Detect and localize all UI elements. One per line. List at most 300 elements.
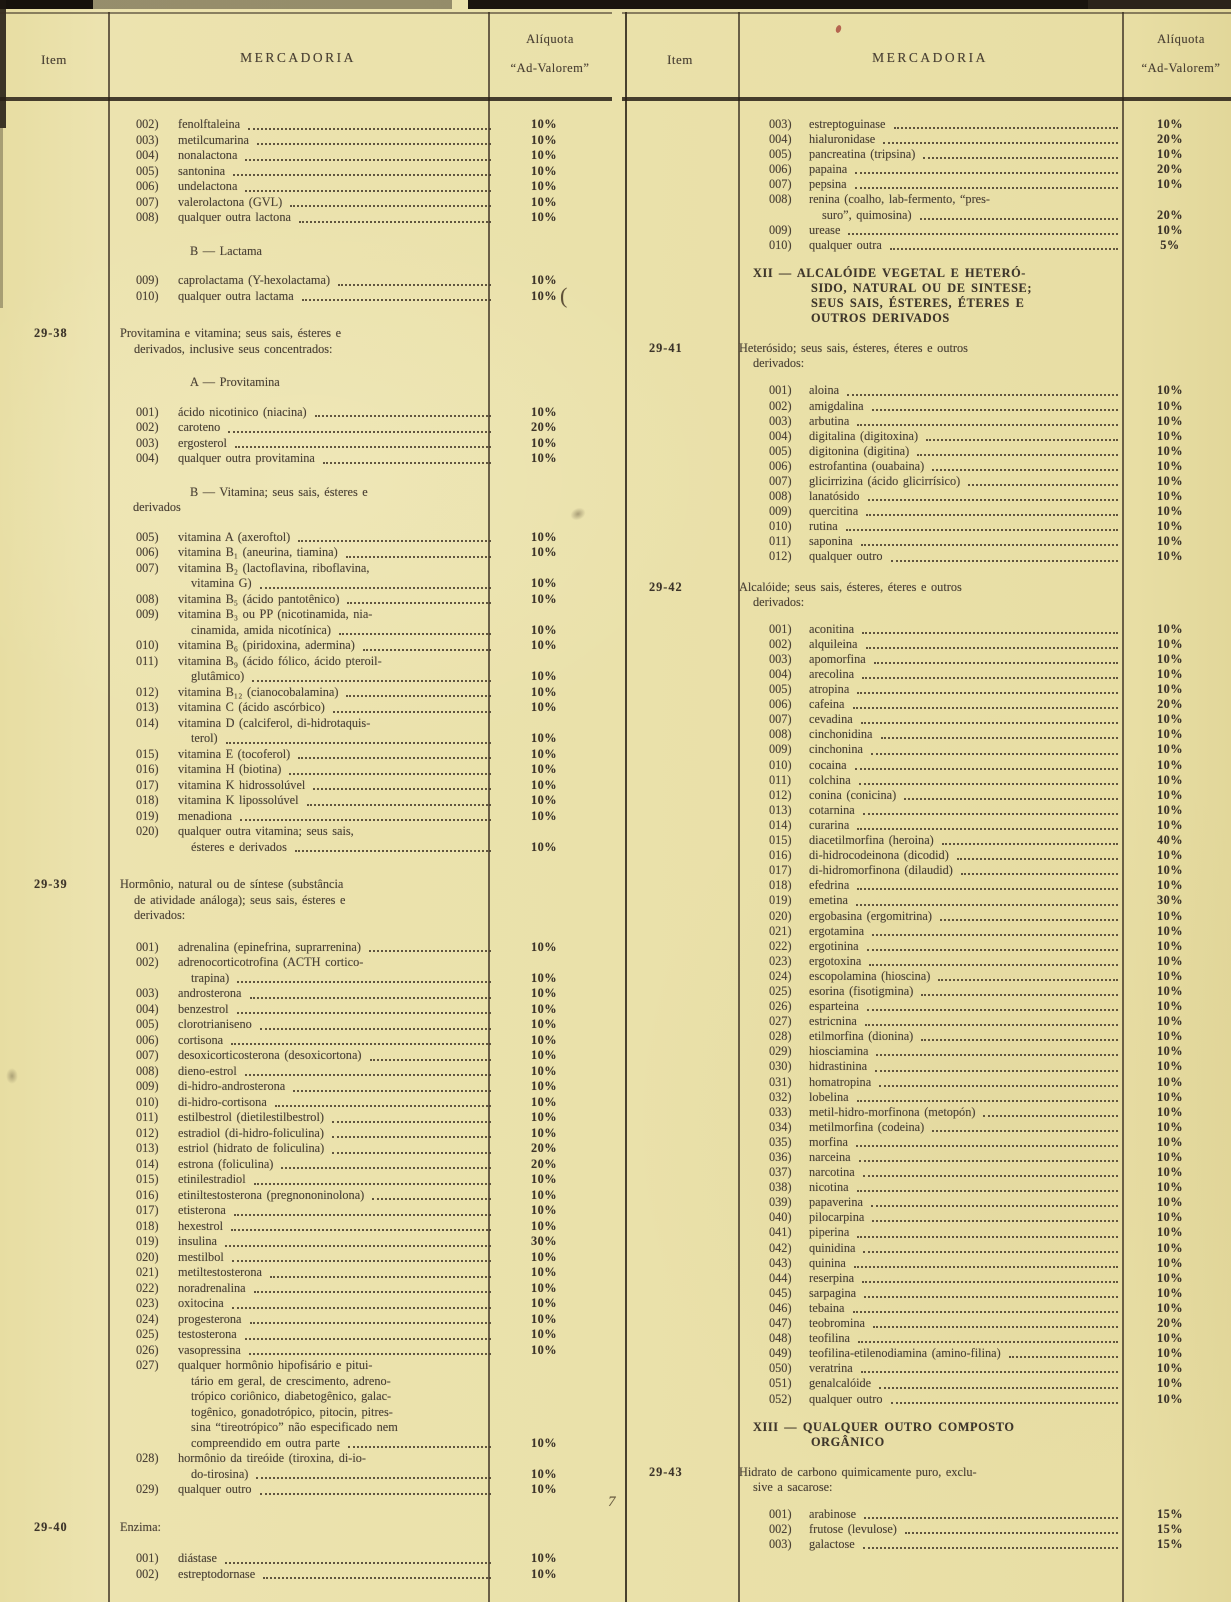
row-number: 012) <box>136 1125 159 1140</box>
row-description <box>809 1286 1122 1301</box>
row-description <box>809 893 1122 908</box>
item-row <box>622 1225 1231 1240</box>
item-row <box>0 1234 612 1250</box>
description-line <box>809 474 1122 489</box>
item-row <box>0 1327 612 1343</box>
row-description <box>809 1075 1122 1090</box>
row-rate: 10% <box>1156 117 1184 131</box>
description-line <box>809 162 1122 177</box>
leader-dots <box>881 737 1118 739</box>
leader-dots <box>237 1012 491 1014</box>
table-header <box>0 14 612 101</box>
row-number: 016) <box>136 1187 159 1202</box>
leader-dots <box>338 284 491 286</box>
item-row <box>622 667 1231 682</box>
description-line <box>809 1225 1122 1240</box>
row-rate: 10% <box>1156 727 1184 742</box>
row-description <box>809 1241 1122 1256</box>
leader-dots <box>866 647 1119 649</box>
leader-dots <box>857 424 1118 426</box>
row-number: 022) <box>769 938 792 953</box>
leader-dots <box>957 858 1118 860</box>
entry-text <box>739 580 1113 610</box>
row-description <box>178 747 495 763</box>
row-rate: 10% <box>530 194 558 209</box>
row-number: 020) <box>769 908 792 923</box>
row-rate: 30% <box>1156 893 1184 908</box>
row-description <box>809 1346 1122 1361</box>
leader-dots <box>859 1160 1118 1162</box>
description-text: nonalactona <box>178 148 238 162</box>
row-rate: 10% <box>1156 1089 1184 1104</box>
row-rate: 10% <box>1156 667 1184 681</box>
item-row <box>622 414 1231 429</box>
tariff-entry <box>0 326 612 357</box>
entry-code: 29-40 <box>34 1519 68 1534</box>
item-row <box>622 489 1231 504</box>
row-number: 019) <box>769 893 792 908</box>
row-number: 048) <box>769 1331 792 1346</box>
description-line: hormônio da tireóide (tiroxina, di-io- <box>178 1451 367 1465</box>
leader-dots <box>857 1100 1118 1102</box>
item-row <box>0 700 612 716</box>
row-rate: 10% <box>1156 534 1184 549</box>
description-text: pilocarpina <box>809 1210 865 1225</box>
row-rate: 10% <box>530 545 558 559</box>
item-row <box>622 909 1231 924</box>
row-rate: 10% <box>530 288 558 303</box>
row-description <box>809 223 1122 238</box>
item-row <box>622 549 1231 564</box>
description-text: progesterona <box>178 1311 242 1326</box>
tariff-entry <box>622 1465 1231 1495</box>
description-line <box>809 1135 1122 1150</box>
row-number: 025) <box>769 983 792 998</box>
leader-dots <box>347 602 491 604</box>
leader-dots <box>372 1198 491 1200</box>
row-description <box>178 1312 495 1328</box>
leader-dots <box>254 1291 491 1293</box>
description-line <box>809 773 1122 788</box>
leader-dots <box>865 1024 1118 1026</box>
row-rate: 40% <box>1156 833 1184 848</box>
row-description <box>178 1110 495 1126</box>
description-text: quercitina <box>809 504 859 519</box>
description-text: efedrina <box>809 878 850 893</box>
row-number: 017) <box>136 777 159 792</box>
description-line <box>178 1095 495 1111</box>
leader-dots <box>233 174 491 176</box>
entry-code: 29-43 <box>649 1464 683 1479</box>
entry-code: 29-39 <box>34 877 68 891</box>
description-line <box>178 1126 495 1142</box>
row-description <box>809 742 1122 757</box>
item-row <box>0 685 612 701</box>
leader-dots <box>307 804 492 806</box>
item-row <box>0 1203 612 1219</box>
description-line <box>178 809 495 825</box>
row-number: 029) <box>136 1482 159 1496</box>
row-rate: 10% <box>530 1187 558 1202</box>
item-row <box>0 1157 612 1173</box>
row-rate: 30% <box>530 1234 558 1248</box>
description-line <box>809 969 1122 984</box>
row-description <box>178 1048 495 1064</box>
row-rate: 10% <box>530 117 558 131</box>
description-text: lanatósido <box>809 489 860 504</box>
description-text: etilmorfina (dionina) <box>809 1029 914 1044</box>
leader-dots <box>257 143 491 145</box>
item-row <box>0 986 612 1002</box>
description-line <box>178 700 495 716</box>
description-line <box>178 1281 495 1297</box>
leader-dots <box>847 394 1118 396</box>
leader-dots <box>298 757 491 759</box>
row-description <box>809 1105 1122 1120</box>
row-number: 008) <box>769 192 792 207</box>
leader-dots <box>225 1245 491 1247</box>
row-description <box>178 1451 495 1482</box>
row-description <box>178 210 495 226</box>
row-description <box>178 1188 495 1204</box>
leader-dots <box>857 828 1118 830</box>
row-number: 029) <box>769 1044 792 1059</box>
description-text: atropina <box>809 682 850 697</box>
tariff-entry <box>622 341 1231 371</box>
item-row <box>622 939 1231 954</box>
leader-dots <box>875 1070 1118 1072</box>
leader-dots <box>905 1532 1118 1534</box>
description-text: qualquer outra provitamina <box>178 451 315 465</box>
description-line <box>809 1120 1122 1135</box>
description-text: cocaina <box>809 757 847 772</box>
description-line <box>178 148 495 164</box>
description-text: pancreatina (tripsina) <box>809 147 916 162</box>
leader-dots <box>932 469 1118 471</box>
description-text: mestilbol <box>178 1249 224 1264</box>
leader-dots <box>226 742 491 744</box>
row-number: 004) <box>769 132 792 147</box>
description-text: ácido nicotinico (niacina) <box>178 404 307 419</box>
description-text: terol) <box>191 731 218 745</box>
row-rate: 15% <box>1156 1522 1184 1537</box>
leader-dots <box>289 773 491 775</box>
description-text: lobelina <box>809 1089 849 1104</box>
row-rate: 10% <box>1156 1029 1184 1044</box>
row-description <box>178 133 495 149</box>
row-number: 002) <box>136 955 159 969</box>
description-line <box>178 1312 495 1328</box>
description-text: testosterona <box>178 1327 237 1341</box>
description-line <box>809 1286 1122 1301</box>
item-row <box>622 223 1231 238</box>
leader-dots <box>245 1074 491 1076</box>
description-text: cafeina <box>809 697 845 712</box>
row-rate: 20% <box>530 420 558 434</box>
row-number: 041) <box>769 1225 792 1240</box>
description-line <box>178 747 495 763</box>
item-row <box>622 1135 1231 1150</box>
leader-dots <box>866 514 1118 516</box>
leader-dots <box>861 544 1118 546</box>
description-text: metilcumarina <box>178 132 250 147</box>
row-rate: 10% <box>530 179 558 193</box>
description-line: togênico, gonadotrópico, pitocin, pitres- <box>191 1404 393 1419</box>
row-description <box>178 1281 495 1297</box>
description-text: qualquer outra <box>809 237 882 252</box>
row-number: 014) <box>136 1156 159 1171</box>
description-line <box>178 1157 495 1173</box>
row-description <box>178 1343 495 1359</box>
leader-dots <box>854 1266 1118 1268</box>
row-number: 035) <box>769 1134 792 1149</box>
leader-dots <box>369 950 491 952</box>
item-row <box>0 1002 612 1018</box>
description-line <box>178 1017 495 1033</box>
item-row <box>0 545 612 561</box>
row-description <box>809 984 1122 999</box>
description-line <box>809 1075 1122 1090</box>
description-text: urease <box>809 222 841 237</box>
description-line <box>809 1180 1122 1195</box>
row-rate: 10% <box>1156 1134 1184 1149</box>
row-rate: 10% <box>530 1342 558 1357</box>
item-row <box>622 1150 1231 1165</box>
description-text: trapina) <box>191 970 230 985</box>
item-row <box>622 622 1231 637</box>
row-description <box>178 986 495 1002</box>
row-number: 013) <box>136 700 159 714</box>
item-row <box>0 762 612 778</box>
row-number: 007) <box>136 560 159 575</box>
description-text: genalcalóide <box>809 1376 872 1391</box>
description-line <box>809 1105 1122 1120</box>
leader-dots <box>295 850 491 852</box>
description-text: glicirrizina (ácido glicirrísico) <box>809 473 961 488</box>
description-text: colchina <box>809 772 851 787</box>
description-line: vitamina B₂ (lactoflavina, riboflavina, <box>178 560 370 575</box>
description-text: frutose (levulose) <box>809 1522 897 1537</box>
item-row <box>622 1346 1231 1361</box>
row-description <box>178 607 495 638</box>
item-row <box>622 1029 1231 1044</box>
row-rate: 10% <box>530 731 558 745</box>
row-rate: 10% <box>1156 413 1184 428</box>
row-number: 006) <box>136 545 159 559</box>
description-text: cotarnina <box>809 802 855 817</box>
item-row <box>0 1451 612 1482</box>
item-row <box>0 1312 612 1328</box>
description-text: vitamina K hidrossolúvel <box>178 777 306 792</box>
leader-dots <box>869 964 1118 966</box>
description-line <box>178 1188 495 1204</box>
row-rate: 10% <box>530 273 558 287</box>
description-text: diástase <box>178 1551 217 1565</box>
row-number: 002) <box>136 420 159 434</box>
description-text: pepsina <box>809 177 847 192</box>
row-description <box>809 549 1122 564</box>
row-description <box>178 420 495 436</box>
description-line <box>809 1301 1122 1316</box>
pen-mark: ( <box>560 283 568 308</box>
row-description <box>809 1392 1122 1407</box>
row-description <box>809 1120 1122 1135</box>
description-text: tebaina <box>809 1300 845 1315</box>
row-description <box>809 788 1122 803</box>
description-text: apomorfina <box>809 651 866 666</box>
description-line <box>809 742 1122 757</box>
description-text: nicotina <box>809 1180 849 1195</box>
description-line <box>178 1250 495 1266</box>
row-rate: 10% <box>530 839 558 854</box>
description-text: saponina <box>809 534 853 549</box>
description-line <box>178 164 495 180</box>
item-row <box>622 1271 1231 1286</box>
row-description <box>809 697 1122 712</box>
row-number: 031) <box>769 1074 792 1089</box>
header-aliquota-label: Alíquota <box>526 32 574 46</box>
leader-dots <box>333 711 491 713</box>
row-number: 014) <box>136 715 159 730</box>
description-text: hialuronidase <box>809 132 876 147</box>
leader-dots <box>872 934 1118 936</box>
row-rate: 10% <box>1156 1331 1184 1346</box>
item-row <box>622 474 1231 489</box>
entry-line: derivados: <box>134 908 186 922</box>
description-text: clorotrianiseno <box>178 1017 252 1031</box>
row-rate: 10% <box>530 808 558 823</box>
tariff-entry <box>0 1520 612 1536</box>
row-description <box>809 622 1122 637</box>
row-description <box>178 809 495 825</box>
row-rate: 10% <box>530 1218 558 1233</box>
row-description <box>809 1210 1122 1225</box>
row-description <box>178 1203 495 1219</box>
item-row <box>622 1301 1231 1316</box>
leader-dots <box>857 1236 1118 1238</box>
row-description <box>178 148 495 164</box>
leader-dots <box>871 1205 1118 1207</box>
item-row <box>0 436 612 452</box>
row-number: 045) <box>769 1285 792 1300</box>
description-line <box>809 177 1122 192</box>
row-number: 004) <box>769 428 792 443</box>
item-row <box>622 1392 1231 1407</box>
row-number: 011) <box>136 653 159 668</box>
description-line <box>178 117 495 133</box>
description-line <box>178 1219 495 1235</box>
row-rate: 10% <box>1156 712 1184 727</box>
item-row <box>622 429 1231 444</box>
item-row <box>0 716 612 747</box>
description-line <box>809 848 1122 863</box>
description-line <box>178 1110 495 1126</box>
description-line <box>809 637 1122 652</box>
row-rate: 10% <box>1156 787 1184 802</box>
row-description <box>178 1172 495 1188</box>
description-line <box>809 697 1122 712</box>
description-line <box>178 179 495 195</box>
row-description <box>809 177 1122 192</box>
item-row <box>0 133 612 149</box>
row-rate: 15% <box>1156 1537 1184 1552</box>
leader-dots <box>863 1251 1118 1253</box>
row-number: 026) <box>136 1342 159 1357</box>
leader-dots <box>862 632 1118 634</box>
row-number: 030) <box>769 1059 792 1074</box>
description-line <box>178 1436 495 1452</box>
row-number: 008) <box>136 210 159 224</box>
leader-dots <box>225 1562 491 1564</box>
row-number: 018) <box>136 793 159 807</box>
row-number: 006) <box>769 697 792 712</box>
description-text: sarpagina <box>809 1285 857 1300</box>
row-number: 037) <box>769 1165 792 1180</box>
item-row <box>0 1551 612 1567</box>
row-number: 005) <box>769 147 792 162</box>
leader-dots <box>855 172 1118 174</box>
leader-dots <box>240 819 491 821</box>
description-line <box>178 1079 495 1095</box>
row-rate: 10% <box>530 1048 558 1062</box>
leader-dots <box>932 1130 1118 1132</box>
description-line <box>809 444 1122 459</box>
row-number: 012) <box>769 787 792 802</box>
row-rate: 10% <box>530 1017 558 1031</box>
entry-text <box>739 341 1113 371</box>
description-text: arabinose <box>809 1506 857 1521</box>
leader-dots <box>921 994 1118 996</box>
row-number: 019) <box>136 808 159 823</box>
row-number: 016) <box>769 848 792 863</box>
item-row <box>622 803 1231 818</box>
row-rate: 10% <box>1156 443 1184 458</box>
row-rate: 10% <box>1156 147 1184 162</box>
description-text: adrenalina (epinefrina, suprarrenina) <box>178 939 361 954</box>
description-line <box>809 1537 1122 1552</box>
description-text: qualquer outro <box>178 1482 252 1496</box>
row-description <box>809 1225 1122 1240</box>
description-text: fenolftaleina <box>178 117 241 131</box>
row-rate: 10% <box>530 939 558 954</box>
row-rate: 10% <box>1156 1150 1184 1164</box>
description-line <box>809 1376 1122 1391</box>
row-rate: 10% <box>1156 621 1184 636</box>
row-rate: 10% <box>1156 1270 1184 1285</box>
heading-line: B — Lactama <box>190 243 262 258</box>
row-description <box>809 1316 1122 1331</box>
row-rate: 20% <box>530 1156 558 1171</box>
row-rate: 10% <box>1156 651 1184 666</box>
description-text: caroteno <box>178 420 221 434</box>
description-text: cinchonidina <box>809 727 873 742</box>
row-number: 005) <box>136 529 159 544</box>
row-description <box>809 878 1122 893</box>
leader-dots <box>890 248 1118 250</box>
description-line: tário em geral, de crescimento, adreno- <box>191 1373 391 1388</box>
row-rate: 10% <box>530 1327 558 1341</box>
row-number: 006) <box>769 458 792 473</box>
row-description <box>809 162 1122 177</box>
leader-dots <box>942 843 1118 845</box>
row-description <box>178 778 495 794</box>
row-description <box>809 444 1122 459</box>
row-number: 009) <box>769 222 792 237</box>
row-number: 050) <box>769 1361 792 1376</box>
leader-dots <box>862 1281 1118 1283</box>
description-text: narceina <box>809 1150 851 1164</box>
description-text: estrofantina (ouabaina) <box>809 458 925 473</box>
